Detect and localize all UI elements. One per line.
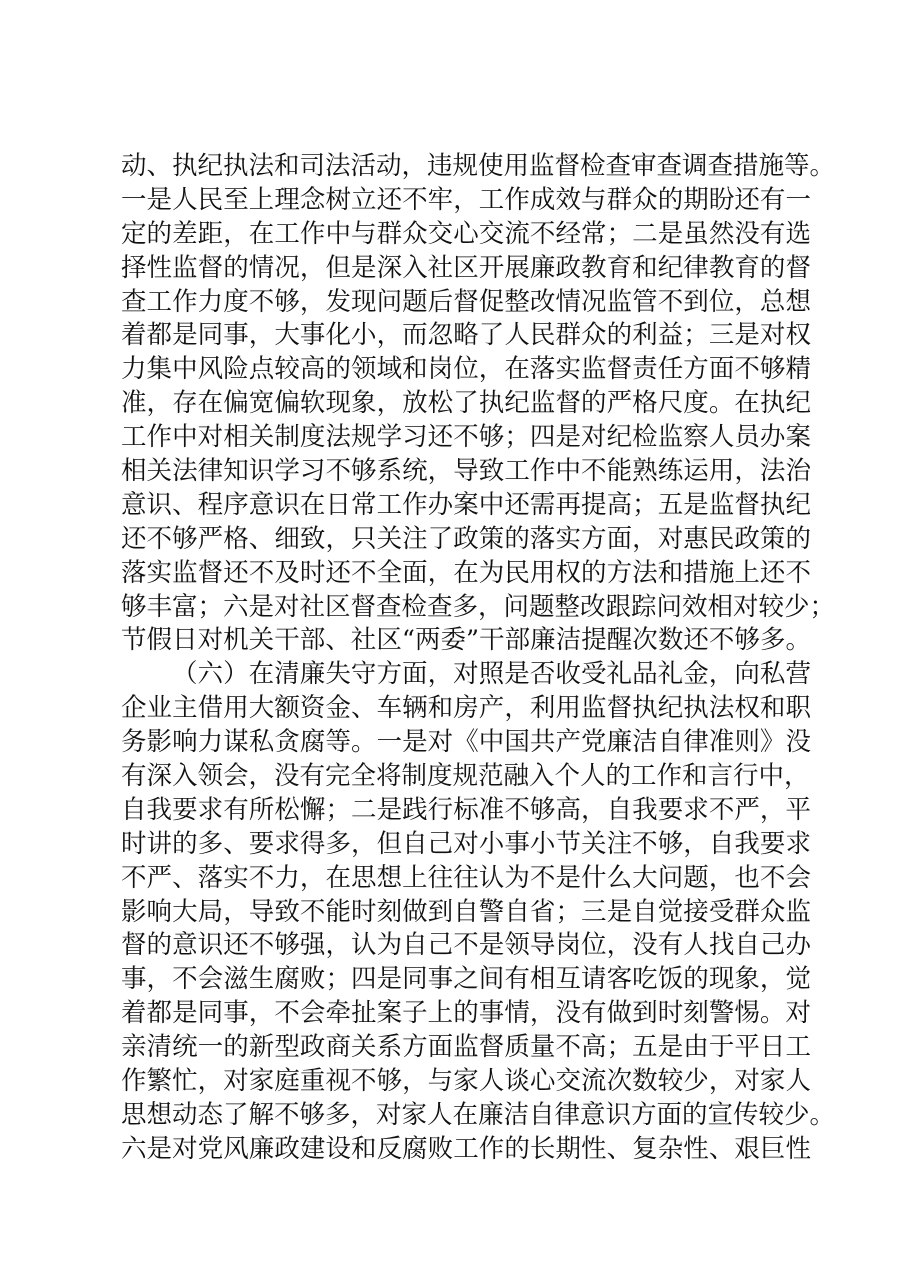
text-line: 事，不会滋生腐败；四是同事之间有相互请客吃饭的现象，觉 (121, 964, 811, 995)
text-line: 不严、落实不力，在思想上往往认为不是什么大问题，也不会 (121, 862, 811, 893)
text-line: 务影响力谋私贪腐等。一是对《中国共产党廉洁自律准则》没 (121, 727, 811, 758)
text-line: 思想动态了解不够多，对家人在廉洁自律意识方面的宣传较少。 (121, 1099, 836, 1130)
text-line: 够丰富；六是对社区督查检查多，问题整改跟踪问效相对较少； (121, 591, 836, 622)
text-line: 影响大局，导致不能时刻做到自警自省；三是自觉接受群众监 (121, 896, 811, 927)
text-line: 着都是同事，不会牵扯案子上的事情，没有做到时刻警惕。对 (121, 998, 811, 1029)
text-line: 作繁忙，对家庭重视不够，与家人谈心交流次数较少，对家人 (121, 1066, 811, 1097)
text-line: 一是人民至上理念树立还不牢，工作成效与群众的期盼还有一 (121, 184, 811, 215)
text-line: 自我要求有所松懈；二是践行标准不够高，自我要求不严，平 (121, 794, 811, 825)
text-line: 择性监督的情况，但是深入社区开展廉政教育和纪律教育的督 (121, 252, 811, 283)
document-body (121, 150, 836, 1167)
text-line: 有深入领会，没有完全将制度规范融入个人的工作和言行中， (121, 761, 810, 792)
text-line: 意识、程序意识在日常工作办案中还需再提高；五是监督执纪 (121, 489, 811, 520)
text-line: 还不够严格、细致，只关注了政策的落实方面，对惠民政策的 (121, 523, 811, 554)
text-line: 力集中风险点较高的领域和岗位，在落实监督责任方面不够精 (121, 354, 811, 385)
text-line: 着都是同事，大事化小，而忽略了人民群众的利益；三是对权 (121, 320, 811, 351)
text-line: 六是对党风廉政建设和反腐败工作的长期性、复杂性、艰巨性 (121, 1133, 811, 1164)
text-line: 亲清统一的新型政商关系方面监督质量不高；五是由于平日工 (121, 1032, 811, 1063)
text-line: 相关法律知识学习不够系统，导致工作中不能熟练运用，法治 (121, 456, 811, 487)
text-line: 督的意识还不够强，认为自己不是领导岗位，没有人找自己办 (121, 930, 811, 961)
text-line: 节假日对机关干部、社区“两委”干部廉洁提醒次数还不够多。 (121, 625, 811, 656)
text-line: 企业主借用大额资金、车辆和房产，利用监督执纪执法权和职 (121, 693, 811, 724)
text-line: 时讲的多、要求得多，但自己对小事小节关注不够，自我要求 (121, 828, 811, 859)
text-line: 查工作力度不够，发现问题后督促整改情况监管不到位，总想 (121, 286, 811, 317)
text-line: 工作中对相关制度法规学习还不够；四是对纪检监察人员办案 (121, 422, 811, 453)
section-heading-line: （六）在清廉失守方面，对照是否收受礼品礼金，向私营 (172, 659, 811, 690)
text-line: 定的差距，在工作中与群众交心交流不经常；二是虽然没有选 (121, 218, 811, 249)
text-line: 动、执纪执法和司法活动，违规使用监督检查审查调查措施等。 (121, 151, 836, 181)
text-line: 准，存在偏宽偏软现象，放松了执纪监督的严格尺度。在执纪 (121, 388, 811, 419)
text-line: 落实监督还不及时还不全面，在为民用权的方法和措施上还不 (121, 557, 811, 588)
